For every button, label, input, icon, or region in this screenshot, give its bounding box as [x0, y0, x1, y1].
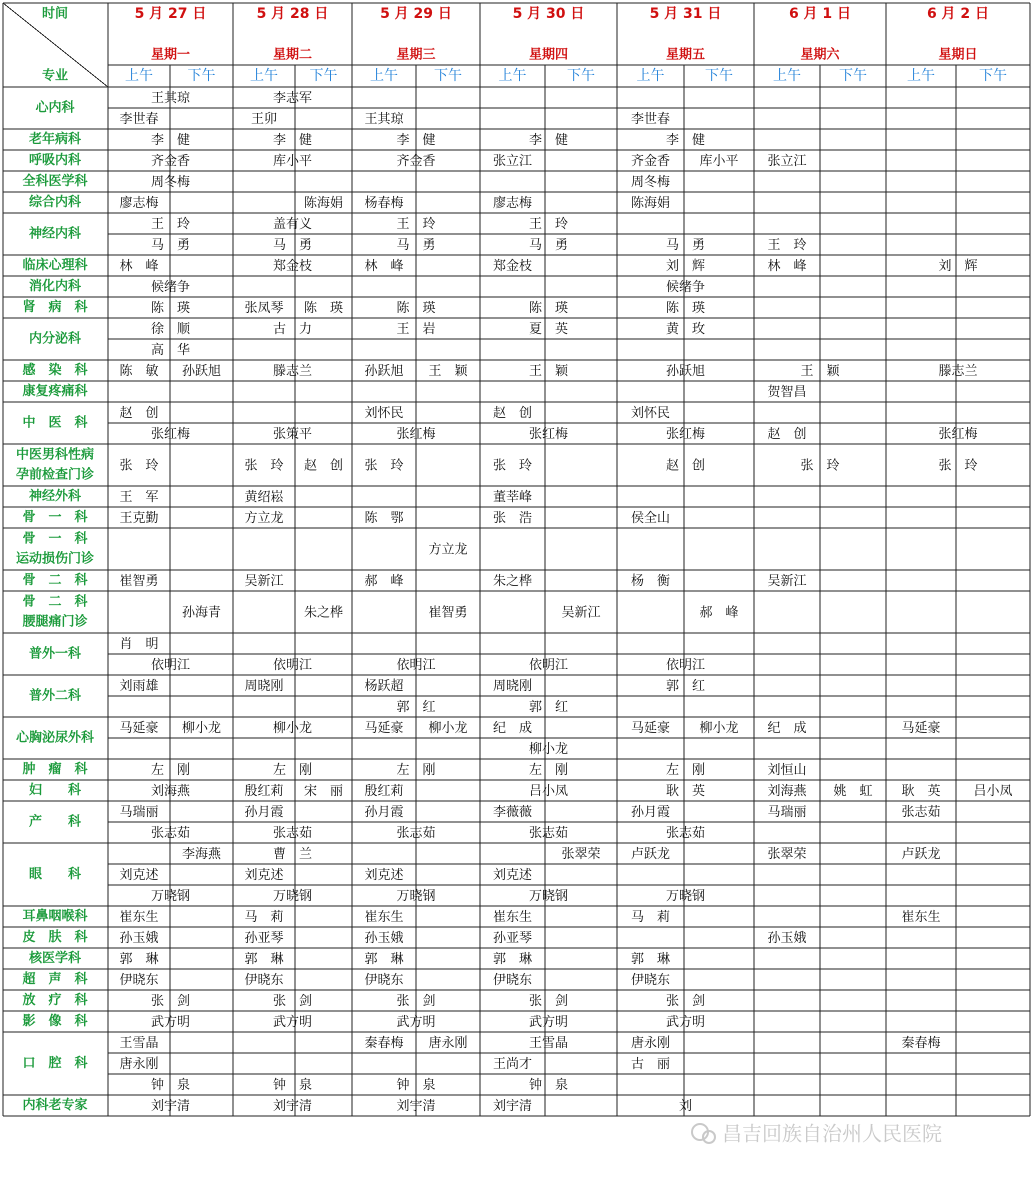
date-label: 6 月 1 日: [788, 6, 852, 22]
doctor-name: 李世春: [119, 112, 159, 127]
wechat-icon-bubble: [703, 1131, 715, 1143]
doctor-name: 郭 琳: [119, 952, 159, 967]
doctor-name: 马 莉: [244, 910, 284, 925]
doctor-name: 滕志兰: [272, 364, 313, 379]
doctor-name: 刘怀民: [364, 406, 404, 421]
weekday-label: 星期一: [150, 47, 191, 63]
department-name: 普外一科: [28, 646, 82, 662]
department-name: 骨 二 科: [22, 573, 88, 588]
doctor-name: 张立江: [767, 154, 807, 169]
doctor-name: 刘克述: [119, 868, 159, 883]
department-name: 孕前检查门诊: [15, 467, 95, 483]
doctor-name: 周冬梅: [150, 175, 191, 190]
doctor-name: 伊晓东: [492, 973, 533, 988]
doctor-name: 张翠荣: [767, 847, 807, 862]
doctor-name: 肖 明: [119, 637, 159, 652]
weekday-label: 星期日: [938, 47, 978, 63]
doctor-name: 马 莉: [630, 910, 671, 925]
doctor-name: 张 玲: [244, 458, 284, 474]
doctor-name: 齐金香: [396, 154, 436, 169]
doctor-name: 赵 创: [303, 458, 344, 474]
doctor-name: 吕小凤: [528, 784, 569, 799]
date-label: 5 月 30 日: [512, 6, 585, 22]
am-label: 上午: [773, 68, 801, 84]
date-label: 5 月 31 日: [649, 6, 722, 22]
doctor-name: 殷红莉: [364, 784, 404, 799]
department-name: 产 科: [28, 814, 82, 830]
doctor-name: 马延豪: [630, 721, 671, 736]
doctor-name: 王其琼: [364, 112, 404, 127]
doctor-name: 左 刚: [528, 763, 569, 778]
doctor-name: 张志茹: [528, 826, 569, 841]
doctor-name: 王雪晶: [528, 1036, 569, 1051]
doctor-name: 孙海青: [181, 605, 222, 621]
doctor-name: 周晓刚: [492, 679, 533, 694]
watermark: [692, 1122, 942, 1146]
doctor-name: 孙月霞: [244, 805, 284, 820]
doctor-name: 刘雨雄: [119, 679, 159, 694]
doctor-name: 库小平: [272, 154, 313, 169]
doctor-name: 马延豪: [364, 721, 404, 736]
doctor-name: 张 剑: [272, 994, 313, 1009]
doctor-name: 廖志梅: [119, 196, 159, 211]
doctor-name: 陈 瑛: [528, 301, 569, 316]
doctor-name: 钟 泉: [528, 1078, 569, 1093]
doctor-name: 左 刚: [396, 763, 436, 778]
doctor-name: 马延豪: [119, 721, 159, 736]
doctor-name: 古 力: [272, 322, 313, 337]
doctor-name: 李海燕: [181, 847, 222, 862]
date-label: 6 月 2 日: [926, 6, 990, 22]
doctor-name: 万晓钢: [150, 889, 191, 904]
doctor-name: 张红梅: [528, 427, 569, 442]
am-label: 上午: [125, 68, 153, 84]
doctor-name: 杨春梅: [364, 196, 404, 211]
doctor-name: 齐金香: [150, 154, 191, 169]
department-name: 耳鼻咽喉科: [22, 909, 88, 924]
doctor-name: 卢跃龙: [901, 847, 941, 862]
doctor-name: 张志茹: [665, 826, 706, 841]
doctor-name: 朱之桦: [303, 605, 344, 621]
doctor-name: 刘: [678, 1099, 693, 1114]
department-name: 全科医学科: [22, 174, 88, 189]
doctor-name: 崔东生: [119, 910, 159, 925]
doctor-name: 依明江: [272, 658, 313, 673]
pm-label: 下午: [567, 68, 595, 84]
doctor-name: 伊晓东: [119, 973, 159, 988]
doctor-name: 林 峰: [767, 259, 807, 274]
doctor-name: 方立龙: [244, 511, 284, 526]
doctor-name: 郭 红: [665, 679, 706, 694]
department-name: 感 染 科: [22, 363, 88, 378]
doctor-name: 侯全山: [630, 511, 671, 526]
doctor-name: 孙亚琴: [492, 931, 533, 946]
doctor-name: 依明江: [396, 658, 436, 673]
doctor-name: 李世春: [630, 112, 671, 127]
doctor-name: 郑金枝: [492, 259, 533, 274]
doctor-name: 赵 创: [492, 406, 533, 421]
am-label: 上午: [907, 68, 935, 84]
department-name: 眼 科: [28, 867, 82, 882]
doctor-name: 孙跃旭: [665, 364, 706, 379]
doctor-name: 钟 泉: [272, 1078, 313, 1093]
doctor-name: 张凤琴: [244, 301, 284, 316]
doctor-name: 张 浩: [492, 511, 533, 526]
doctor-name: 李 健: [150, 133, 191, 148]
doctor-name: 张 剑: [150, 994, 191, 1009]
doctor-name: 王其琼: [150, 91, 191, 106]
department-name: 老年病科: [28, 132, 82, 147]
doctor-name: 伊晓东: [364, 973, 404, 988]
doctor-name: 古 丽: [630, 1057, 671, 1072]
department-name: 腰腿痛门诊: [22, 614, 88, 630]
doctor-name: 刘宇清: [492, 1099, 533, 1114]
doctor-name: 刘海燕: [150, 784, 191, 799]
doctor-name: 张 玲: [119, 458, 159, 474]
doctor-name: 郭 琳: [492, 952, 533, 967]
doctor-name: 柳小龙: [428, 721, 468, 736]
doctor-name: 周晓刚: [244, 679, 284, 694]
doctor-name: 李 健: [528, 133, 569, 148]
pm-label: 下午: [434, 68, 462, 84]
doctor-name: 张志茹: [150, 826, 191, 841]
department-name: 肾 病 科: [22, 300, 88, 315]
doctor-name: 柳小龙: [528, 742, 569, 757]
doctor-name: 崔东生: [492, 910, 533, 925]
doctor-name: 刘怀民: [630, 406, 671, 421]
department-name: 核医学科: [28, 951, 82, 966]
doctor-name: 孙玉娥: [119, 931, 159, 946]
doctor-name: 陈 瑛: [396, 301, 436, 316]
doctor-name: 张 玲: [938, 458, 978, 474]
doctor-name: 万晓钢: [272, 889, 313, 904]
doctor-name: 武方明: [665, 1015, 706, 1030]
doctor-name: 吴新江: [561, 605, 601, 621]
department-name: 内分泌科: [28, 331, 82, 347]
doctor-name: 王 玲: [150, 217, 191, 232]
pm-label: 下午: [705, 68, 733, 84]
pm-label: 下午: [309, 68, 338, 84]
pm-label: 下午: [979, 68, 1007, 84]
doctor-name: 郑金枝: [272, 259, 313, 274]
date-label: 5 月 28 日: [256, 6, 329, 22]
doctor-name: 王 军: [119, 490, 159, 505]
doctor-name: 刘恒山: [767, 763, 807, 778]
table-grid: [3, 3, 1030, 1116]
doctor-name: 崔东生: [364, 910, 404, 925]
doctor-name: 陈 敏: [119, 364, 159, 379]
doctor-name: 陈 鄂: [364, 511, 404, 526]
doctor-name: 朱之桦: [492, 574, 533, 589]
doctor-name: 马延豪: [901, 721, 941, 736]
department-name: 肿 瘤 科: [22, 762, 88, 777]
department-name: 骨 一 科: [22, 510, 88, 525]
doctor-name: 周冬梅: [630, 175, 671, 190]
weekday-label: 星期二: [272, 47, 313, 63]
doctor-name: 张红梅: [396, 427, 436, 442]
doctor-name: 齐金香: [630, 154, 671, 169]
department-name: 临床心理科: [22, 258, 88, 273]
doctor-name: 张志茹: [901, 805, 941, 820]
doctor-name: 王克勤: [119, 511, 159, 526]
doctor-name: 吴新江: [244, 574, 284, 589]
department-name: 中医男科性病: [15, 447, 95, 463]
doctor-name: 孙月霞: [630, 805, 671, 820]
department-name: 消化内科: [28, 279, 82, 294]
doctor-name: 孙跃旭: [181, 364, 222, 379]
doctor-name: 吕小凤: [973, 784, 1013, 799]
doctor-name: 孙玉娥: [767, 931, 807, 946]
doctor-name: 武方明: [528, 1015, 569, 1030]
doctor-name: 秦春梅: [364, 1036, 404, 1051]
doctor-name: 刘 辉: [938, 259, 978, 274]
doctor-name: 殷红莉: [244, 784, 284, 799]
doctor-name: 武方明: [272, 1015, 313, 1030]
doctor-name: 王卯: [250, 112, 278, 127]
department-name: 骨 二 科: [22, 594, 88, 610]
doctor-name: 刘克述: [244, 868, 284, 883]
doctor-name: 张 剑: [528, 994, 569, 1009]
doctor-name: 唐永刚: [630, 1036, 671, 1051]
doctor-name: 杨跃超: [364, 679, 404, 694]
department-name: 口 腔 科: [22, 1056, 88, 1071]
doctor-name: 崔东生: [901, 910, 941, 925]
doctor-name: 柳小龙: [181, 721, 222, 736]
doctor-name: 马 勇: [272, 238, 313, 253]
department-name: 超 声 科: [22, 972, 88, 987]
doctor-name: 刘宇清: [272, 1099, 313, 1114]
doctor-name: 崔智勇: [119, 574, 159, 589]
doctor-name: 马 勇: [150, 238, 191, 253]
doctor-name: 张红梅: [938, 427, 978, 442]
doctor-name: 孙跃旭: [364, 364, 404, 379]
doctor-name: 张翠荣: [561, 847, 601, 862]
department-name: 心内科: [35, 100, 75, 116]
doctor-name: 宋 丽: [303, 784, 344, 799]
doctor-name: 郝 峰: [364, 574, 404, 589]
doctor-name: 马瑞丽: [119, 805, 159, 820]
doctor-name: 王雪晶: [119, 1036, 159, 1051]
date-label: 5 月 29 日: [380, 6, 452, 22]
doctor-name: 马 勇: [396, 238, 436, 253]
weekday-label: 星期四: [528, 47, 569, 63]
doctor-name: 左 刚: [272, 763, 313, 778]
doctor-name: 刘克述: [492, 868, 533, 883]
doctor-name: 王 颖: [428, 364, 468, 379]
doctor-name: 张红梅: [665, 427, 706, 442]
doctor-name: 张 玲: [492, 458, 533, 474]
doctor-name: 夏 英: [528, 322, 569, 337]
doctor-name: 陈海娟: [303, 196, 344, 211]
weekday-label: 星期五: [665, 47, 706, 63]
department-name: 神经内科: [28, 226, 82, 242]
doctor-name: 董莘峰: [492, 490, 533, 505]
doctor-name: 孙月霞: [364, 805, 404, 820]
doctor-name: 张 剑: [665, 994, 706, 1009]
doctor-name: 万晓钢: [396, 889, 436, 904]
doctor-name: 武方明: [150, 1015, 191, 1030]
doctor-name: 高 华: [150, 343, 191, 358]
doctor-name: 耿 英: [901, 784, 941, 799]
date-label: 5 月 27 日: [134, 6, 207, 22]
doctor-name: 张 剑: [396, 994, 436, 1009]
doctor-name: 耿 英: [665, 784, 706, 799]
doctor-name: 张 玲: [800, 458, 840, 474]
department-name: 神经外科: [28, 489, 82, 504]
doctor-name: 刘海燕: [767, 784, 807, 799]
doctor-name: 唐永刚: [428, 1036, 468, 1051]
doctor-name: 林 峰: [364, 259, 404, 274]
doctor-name: 王 玲: [396, 217, 436, 232]
doctor-name: 黄 玫: [665, 322, 706, 337]
doctor-name: 贺智昌: [767, 385, 807, 400]
doctor-name: 张立江: [492, 154, 533, 169]
doctor-name: 郭 红: [528, 700, 569, 715]
department-name: 普外二科: [28, 688, 82, 704]
doctor-name: 卢跃龙: [630, 847, 671, 862]
am-label: 上午: [498, 68, 527, 84]
doctor-name: 张志茹: [396, 826, 436, 841]
pm-label: 下午: [839, 68, 867, 84]
doctor-name: 刘宇清: [396, 1099, 436, 1114]
department-name: 心胸泌尿外科: [15, 730, 95, 746]
doctor-name: 王 岩: [396, 322, 436, 337]
doctor-name: 郝 峰: [699, 605, 739, 621]
doctor-name: 刘克述: [364, 868, 404, 883]
doctor-name: 万晓钢: [528, 889, 569, 904]
doctor-name: 孙玉娥: [364, 931, 404, 946]
doctor-name: 李 健: [665, 133, 706, 148]
doctor-name: 张策平: [272, 427, 313, 442]
doctor-name: 纪 成: [767, 721, 807, 736]
doctor-name: 马瑞丽: [767, 805, 807, 820]
doctor-name: 赵 创: [665, 458, 706, 474]
doctor-name: 柳小龙: [272, 721, 313, 736]
doctor-name: 孙亚琴: [244, 931, 284, 946]
doctor-name: 候绪争: [150, 280, 191, 295]
doctor-name: 张志茹: [272, 826, 313, 841]
doctor-name: 钟 泉: [150, 1078, 191, 1093]
doctor-name: 杨 衡: [630, 574, 671, 589]
doctor-name: 左 刚: [665, 763, 706, 778]
department-name: 皮 肤 科: [22, 930, 88, 945]
doctor-name: 王 玲: [528, 217, 569, 232]
pm-label: 下午: [187, 68, 216, 84]
doctor-name: 郭 琳: [244, 952, 284, 967]
doctor-name: 曹 兰: [272, 847, 313, 862]
doctor-name: 李 健: [396, 133, 436, 148]
doctor-name: 纪 成: [492, 721, 533, 736]
doctor-name: 依明江: [528, 658, 569, 673]
doctor-name: 万晓钢: [665, 889, 706, 904]
doctor-name: 陈 瑛: [303, 301, 344, 316]
doctor-name: 陈海娟: [630, 196, 671, 211]
doctor-name: 武方明: [396, 1015, 436, 1030]
doctor-name: 郭 琳: [364, 952, 404, 967]
doctor-name: 徐 顺: [150, 322, 191, 337]
am-label: 上午: [250, 68, 278, 84]
doctor-name: 姚 虹: [833, 784, 873, 799]
doctor-name: 伊晓东: [244, 973, 284, 988]
doctor-name: 柳小龙: [699, 721, 739, 736]
doctor-name: 伊晓东: [630, 973, 671, 988]
doctor-name: 郭 红: [396, 700, 436, 715]
doctor-name: 赵 创: [767, 427, 807, 442]
am-label: 上午: [636, 68, 665, 84]
doctor-name: 左 刚: [150, 763, 191, 778]
doctor-name: 李志军: [272, 91, 313, 106]
doctor-name: 黄绍崧: [244, 490, 284, 505]
doctor-name: 王 颖: [528, 364, 569, 379]
watermark-text: 昌吉回族自治州人民医院: [722, 1121, 942, 1146]
department-name: 内科老专家: [22, 1098, 88, 1113]
doctor-name: 廖志梅: [492, 196, 533, 211]
doctor-name: 林 峰: [119, 259, 159, 274]
department-name: 影 像 科: [22, 1014, 88, 1029]
doctor-name: 李 健: [272, 133, 313, 148]
doctor-name: 张 玲: [364, 458, 404, 474]
corner-time-label: 时间: [41, 6, 69, 22]
doctor-name: 张红梅: [150, 427, 191, 442]
doctor-name: 赵 创: [119, 406, 159, 421]
doctor-name: 马 勇: [528, 238, 569, 253]
doctor-name: 陈 瑛: [150, 301, 191, 316]
doctor-name: 郭 琳: [630, 952, 671, 967]
am-label: 上午: [370, 68, 398, 84]
doctor-name: 王尚才: [492, 1057, 533, 1072]
department-name: 妇 科: [28, 783, 82, 798]
department-name: 放 疗 科: [22, 993, 88, 1008]
doctor-name: 盖有义: [272, 217, 313, 232]
doctor-name: 秦春梅: [901, 1036, 941, 1051]
weekday-label: 星期三: [396, 47, 436, 63]
doctor-name: 李薇薇: [492, 805, 533, 820]
doctor-name: 陈 瑛: [665, 301, 706, 316]
doctor-name: 刘宇清: [150, 1099, 191, 1114]
doctor-name: 崔智勇: [428, 605, 468, 621]
doctor-name: 刘 辉: [665, 259, 706, 274]
doctor-name: 库小平: [699, 154, 739, 169]
doctor-name: 方立龙: [428, 542, 468, 558]
doctor-name: 滕志兰: [938, 364, 978, 379]
doctor-name: 钟 泉: [396, 1078, 436, 1093]
doctor-name: 马 勇: [665, 238, 706, 253]
department-name: 呼吸内科: [28, 153, 82, 168]
doctor-name: 依明江: [150, 658, 191, 673]
doctor-name: 王 玲: [767, 238, 807, 253]
department-name: 运动损伤门诊: [15, 551, 95, 567]
department-name: 综合内科: [28, 195, 82, 210]
department-name: 中 医 科: [22, 415, 88, 431]
doctor-name: 唐永刚: [119, 1057, 159, 1072]
doctor-name: 依明江: [665, 658, 706, 673]
weekday-label: 星期六: [800, 47, 840, 63]
department-name: 康复疼痛科: [22, 384, 88, 399]
doctor-name: 王 颖: [800, 364, 840, 379]
doctor-name: 吴新江: [767, 574, 807, 589]
department-name: 骨 一 科: [22, 531, 88, 547]
corner-dept-label: 专业: [41, 68, 69, 84]
doctor-name: 候绪争: [665, 280, 706, 295]
